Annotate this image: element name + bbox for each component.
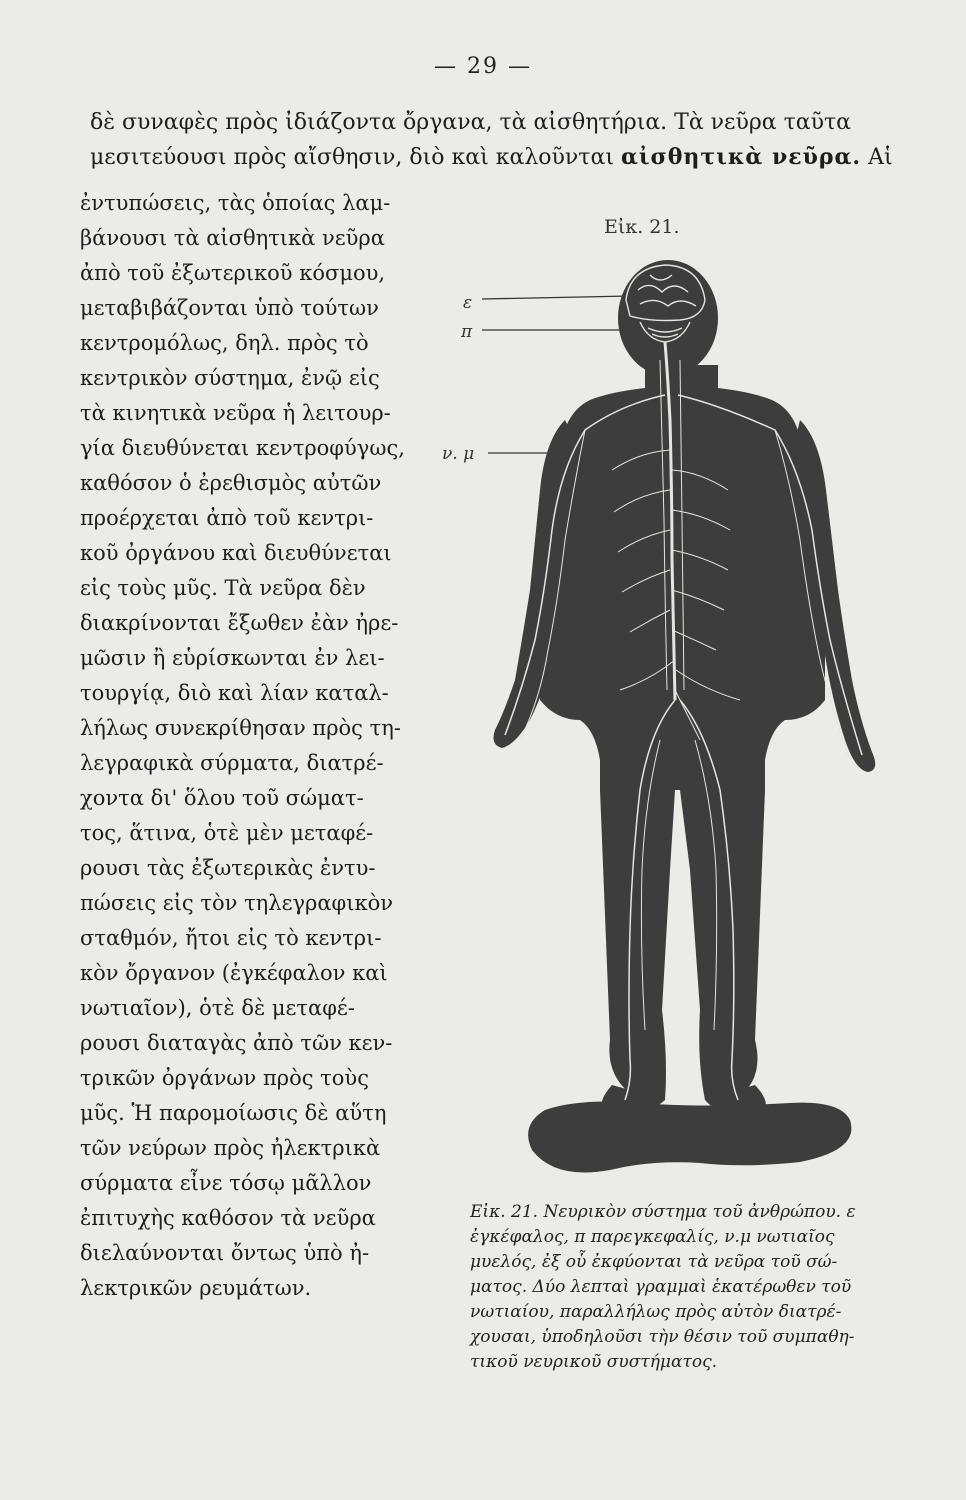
bold-term: αἰσθητικὰ νεῦρα. <box>620 144 862 170</box>
text-line-full-2-end: Αἱ <box>861 145 893 170</box>
caption-line: ματος. Δύο λεπταὶ γραμμαὶ ἑκατέρωθεν τοῦ <box>470 1277 852 1297</box>
caption-line: τικοῦ νευρικοῦ συστήματος. <box>470 1352 717 1372</box>
column-line: νωτιαῖον), ὁτὲ δὲ μεταφέ- <box>80 996 355 1020</box>
caption-line: νωτιαίου, παραλλήλως πρὸς αὐτὸν διατρέ- <box>470 1302 842 1322</box>
column-line: ρουσι διαταγὰς ἀπὸ τῶν κεν- <box>80 1031 393 1055</box>
column-line: λεγραφικὰ σύρματα, διατρέ- <box>80 751 384 775</box>
page-number: — 29 — <box>434 54 532 79</box>
column-line: διακρίνονται ἔξωθεν ἐὰν ἠρε- <box>80 611 399 635</box>
column-line: τος, ἅτινα, ὁτὲ μὲν μεταφέ- <box>80 821 374 845</box>
column-line: λήλως συνεκρίθησαν πρὸς τη- <box>80 716 401 740</box>
caption-line: Εἰκ. 21. Νευρικὸν σύστημα τοῦ ἀνθρώπου. ε <box>470 1202 856 1222</box>
column-line: μεταβιβάζονται ὑπὸ τούτων <box>80 296 379 320</box>
marker-encephalon: ε <box>463 293 473 313</box>
column-line: ἐπιτυχὴς καθόσον τὰ νεῦρα <box>80 1206 376 1230</box>
ground-shadow <box>528 1102 851 1173</box>
column-line: ἐντυπώσεις, τὰς ὁποίας λαμ- <box>80 191 391 215</box>
caption-line: ἐγκέφαλος, π παρεγκεφαλίς, ν.μ νωτιαῖος <box>470 1227 835 1247</box>
text-line-full-1: δὲ συναφὲς πρὸς ἰδιάζοντα ὄργανα, τὰ αἰσθητήρια. Τὰ νεῦρα ταῦτα <box>90 110 852 135</box>
marker-cerebellum: π <box>461 322 473 342</box>
column-line: βάνουσι τὰ αἰσθητικὰ νεῦρα <box>80 226 385 250</box>
column-line: λεκτρικῶν ρευμάτων. <box>80 1276 312 1300</box>
column-line: ἀπὸ τοῦ ἐξωτερικοῦ κόσμου, <box>80 261 386 285</box>
column-line: χοντα δι' ὅλου τοῦ σώματ- <box>80 786 364 810</box>
column-line: κεντρικὸν σύστημα, ἐνῷ εἰς <box>80 366 380 390</box>
column-line: ρουσι τὰς ἐξωτερικὰς ἐντυ- <box>80 856 376 880</box>
column-line: κεντρομόλως, δηλ. πρὸς τὸ <box>80 331 369 355</box>
column-line: κοῦ ὀργάνου καὶ διευθύνεται <box>80 541 392 565</box>
column-line: προέρχεται ἀπὸ τοῦ κεντρι- <box>80 506 374 530</box>
column-line: κὸν ὄργανον (ἐγκέφαλον καὶ <box>80 961 388 985</box>
marker-spinal-cord: ν. μ <box>442 444 475 464</box>
column-line: τὰ κινητικὰ νεῦρα ἡ λειτουρ- <box>80 401 391 425</box>
column-line: καθόσον ὁ ἐρεθισμὸς αὐτῶν <box>80 471 382 495</box>
column-line: σύρματα εἶνε τόσῳ μᾶλλον <box>80 1171 372 1195</box>
column-line: μῶσιν ἢ εὑρίσκωνται ἐν λει- <box>80 646 385 670</box>
column-line: πώσεις εἰς τὸν τηλεγραφικὸν <box>80 891 394 915</box>
caption-line: μυελός, ἐξ οὗ ἐκφύονται τὰ νεῦρα τοῦ σώ- <box>470 1252 838 1272</box>
figure-label: Εἰκ. 21. <box>604 216 680 238</box>
column-line: σταθμόν, ἤτοι εἰς τὸ κεντρι- <box>80 926 382 950</box>
caption-line: χουσαι, ὑποδηλοῦσι τὴν θέσιν τοῦ συμπαθη- <box>470 1327 855 1347</box>
pointer-line-e <box>482 296 630 299</box>
column-line: τρικῶν ὀργάνων πρὸς τοὺς <box>80 1066 369 1090</box>
figure-caption <box>470 1200 910 1375</box>
column-line: γία διευθύνεται κεντροφύγως, <box>80 436 405 460</box>
column-line: μῦς. Ἡ παρομοίωσις δὲ αὕτη <box>80 1101 387 1125</box>
column-line: τῶν νεύρων πρὸς ἠλεκτρικὰ <box>80 1136 381 1160</box>
text-line-full-2-start: μεσιτεύουσι πρὸς αἴσθησιν, διὸ καὶ καλοῦνται <box>90 145 621 170</box>
column-line: διελαύνονται ὄντως ὑπὸ ἠ- <box>80 1241 370 1265</box>
column-line: τουργίᾳ, διὸ καὶ λίαν καταλ- <box>80 681 389 705</box>
column-line: εἰς τοὺς μῦς. Τὰ νεῦρα δὲν <box>80 576 366 600</box>
